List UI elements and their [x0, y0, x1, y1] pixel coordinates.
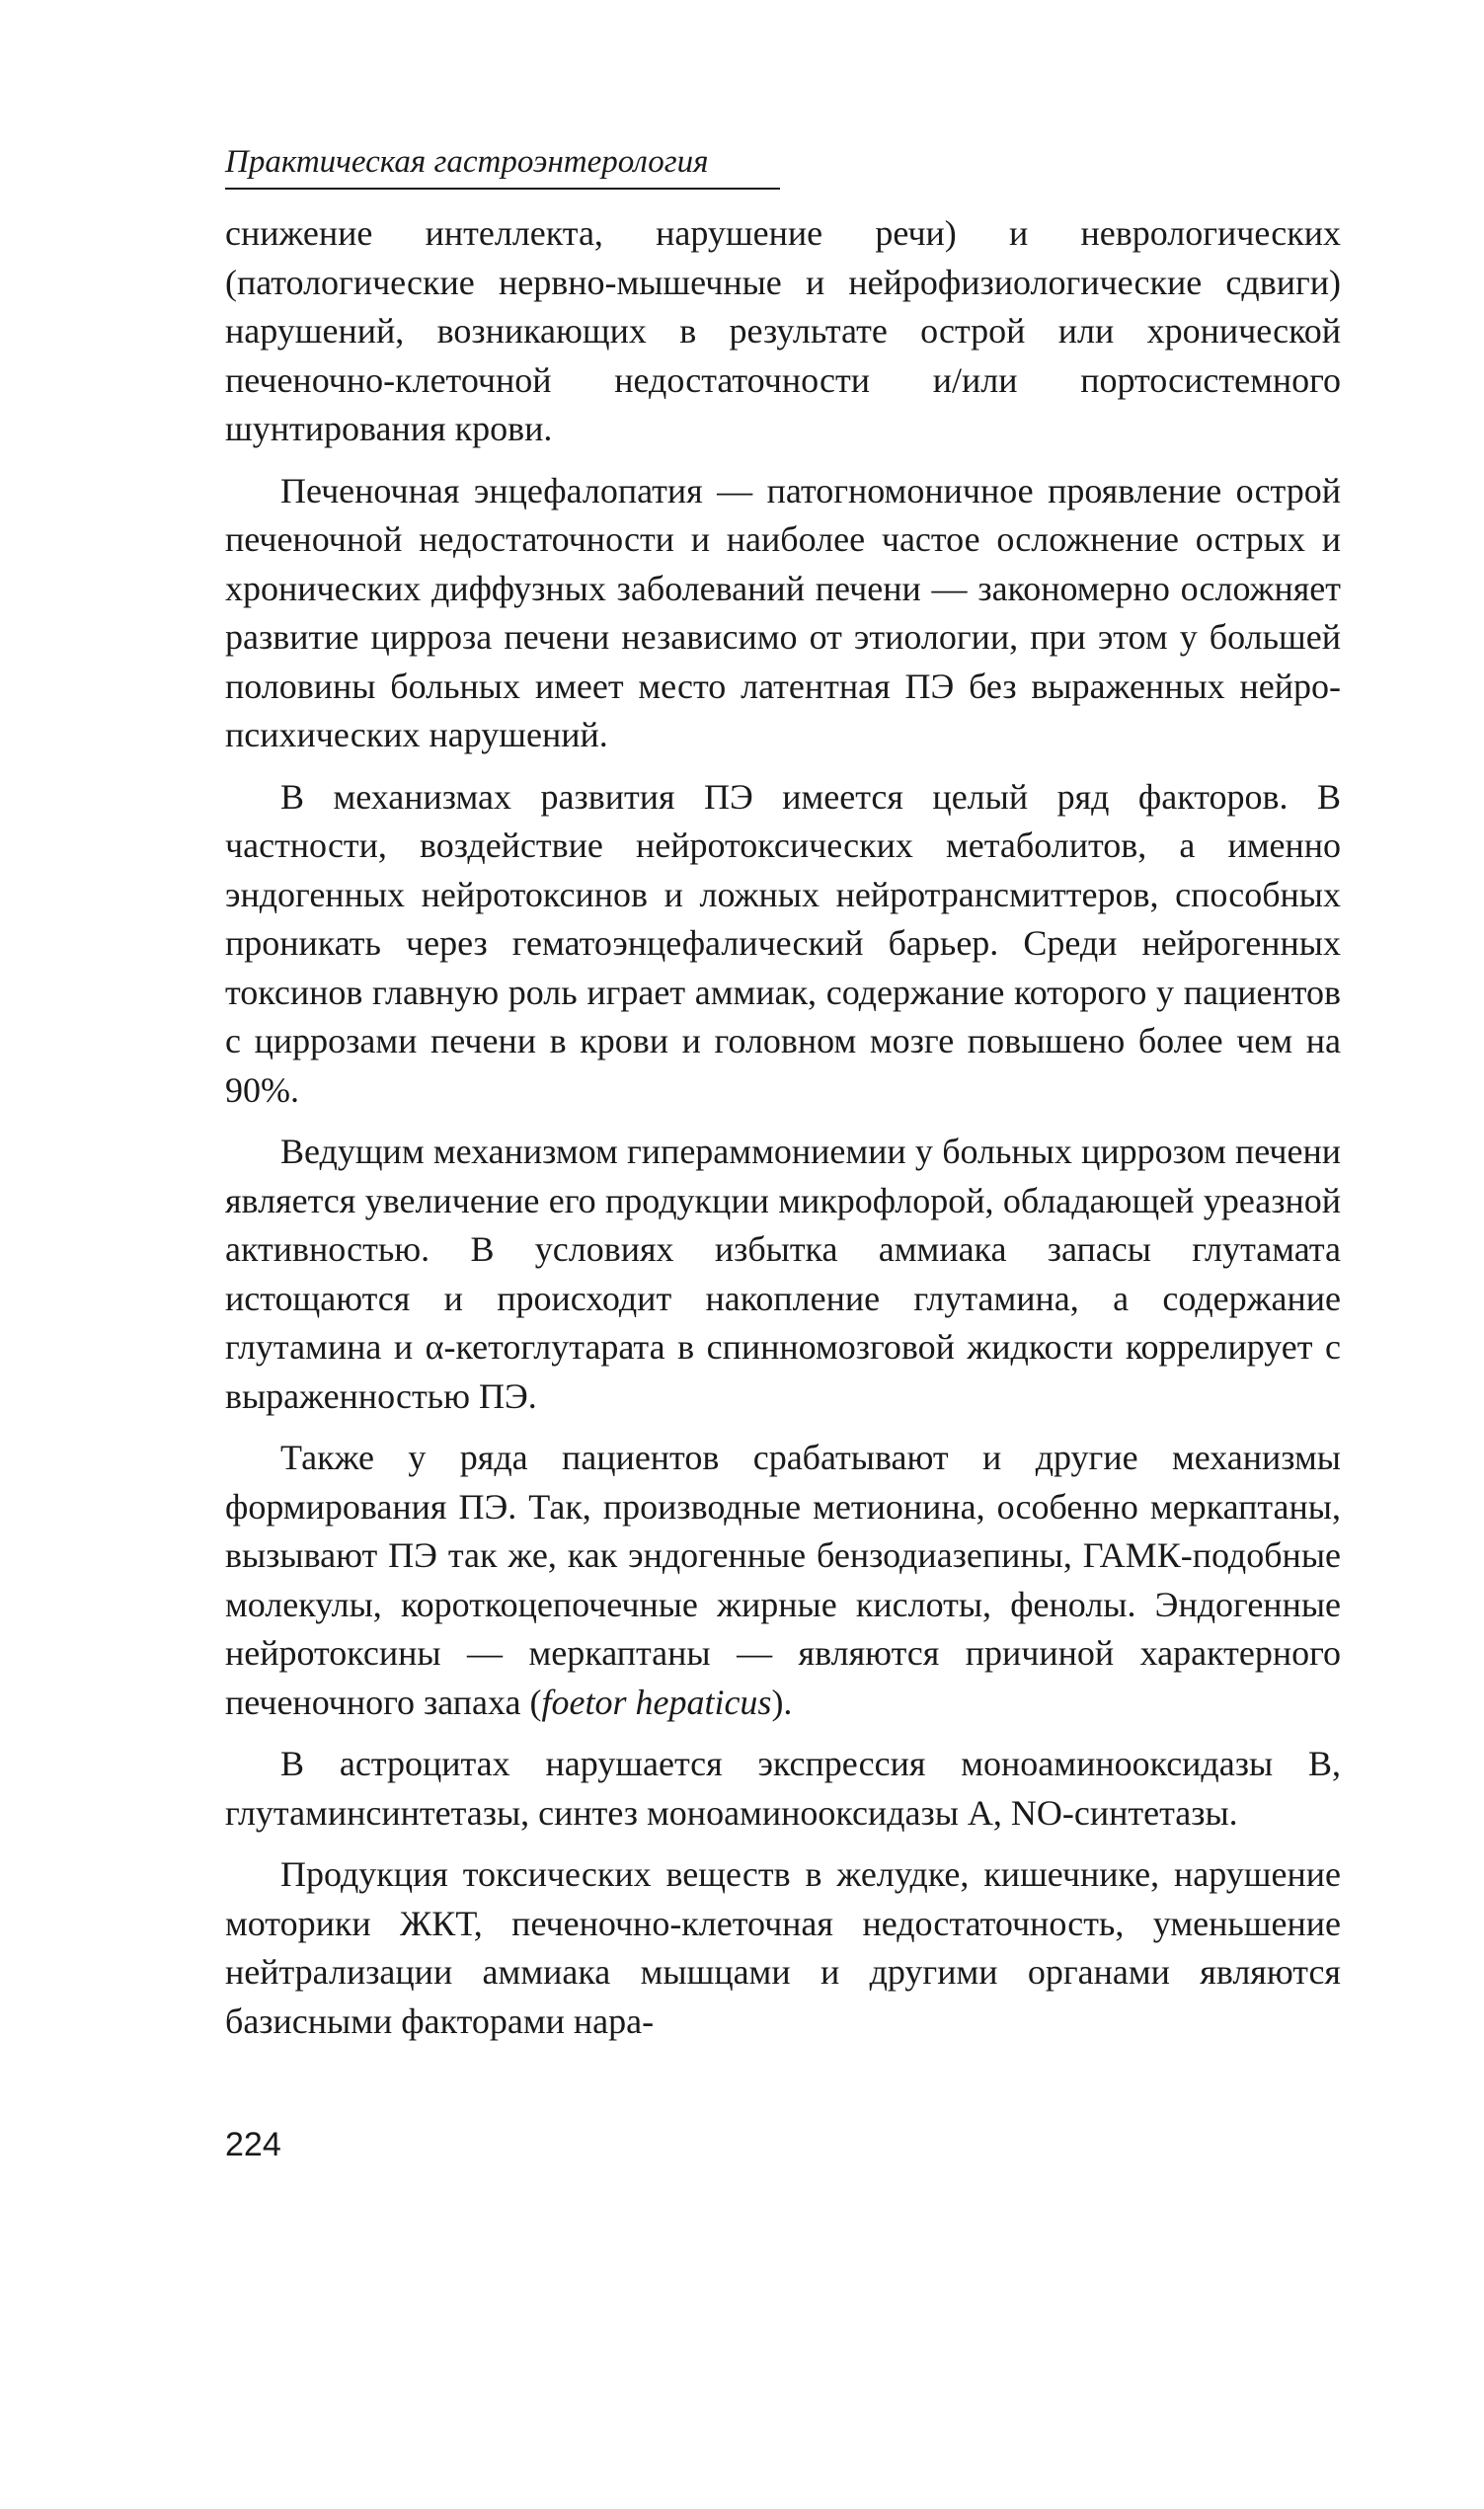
paragraph: Печеночная энцефалопатия — патогномоничное проявление острой печеночной недостаточности и наиболее частое осложнение острых и хронических диффузных заболеваний печени — закономерно осложняет развитие цирроза печени независимо от этиологии, при этом у большей половины больных имеет место латентная ПЭ без выраженных нейропсихических нарушений.	[225, 470, 1341, 754]
body-text	[225, 209, 1341, 2059]
paragraph-closing: ).	[771, 1682, 793, 1722]
page-number: 224	[225, 2126, 281, 2163]
paragraph: В астроцитах нарушается экспрессия моноаминооксидазы В, глутаминсинтетазы, синтез моноаминооксидазы А, NO-синтетазы.	[225, 1744, 1341, 1833]
paragraph: Продукция токсических веществ в желудке, кишечнике, нарушение моторики ЖКТ, печеночно-клеточная недостаточность, уменьшение нейтрализации аммиака мышцами и другими органами являются базисными факторами нара-	[225, 1854, 1341, 2041]
paragraph: В механизмах развития ПЭ имеется целый ряд факторов. В частности, воздействие нейротоксических метаболитов, а именно эндогенных нейротоксинов и ложных нейротрансмиттеров, способных проникать через гематоэнцефалический барьер. Среди нейрогенных токсинов главную роль играет аммиак, содержание которого у пациентов с циррозами печени в крови и головном мозге повышено более чем на 90%.	[225, 776, 1341, 1110]
paragraph-continuation: снижение интеллекта, нарушение речи) и неврологических (патологические нервно-мышечные и нейрофизиологические сдвиги) нарушений, возникающих в результате острой или хронической печеночно-клеточной недостаточности и/или портосистемного шунтирования крови.	[225, 213, 1341, 448]
paragraph-text: Также у ряда пациентов срабатывают и другие механизмы формирования ПЭ. Так, производные метионина, особенно меркаптаны, вызывают ПЭ так же, как эндогенные бензодиазепины, ГАМК-подобные молекулы, короткоцепочечные жирные кислоты, фенолы. Эндогенные нейротоксины — меркаптаны — являются причиной характерного печеночного запаха (	[225, 1438, 1341, 1722]
latin-term: foetor hepaticus	[541, 1682, 772, 1722]
running-header: Практическая гастроэнтерология	[225, 140, 780, 190]
paragraph: Ведущим механизмом гипераммониемии у больных циррозом печени является увеличение его продукции микрофлорой, обладающей уреазной активностью. В условиях избытка аммиака запасы глутамата истощаются и происходит накопление глутамина, а содержание глутамина и α-кетоглутарата в спинномозговой жидкости коррелирует с выраженностью ПЭ.	[225, 1132, 1341, 1416]
paragraph	[225, 1434, 1341, 1727]
